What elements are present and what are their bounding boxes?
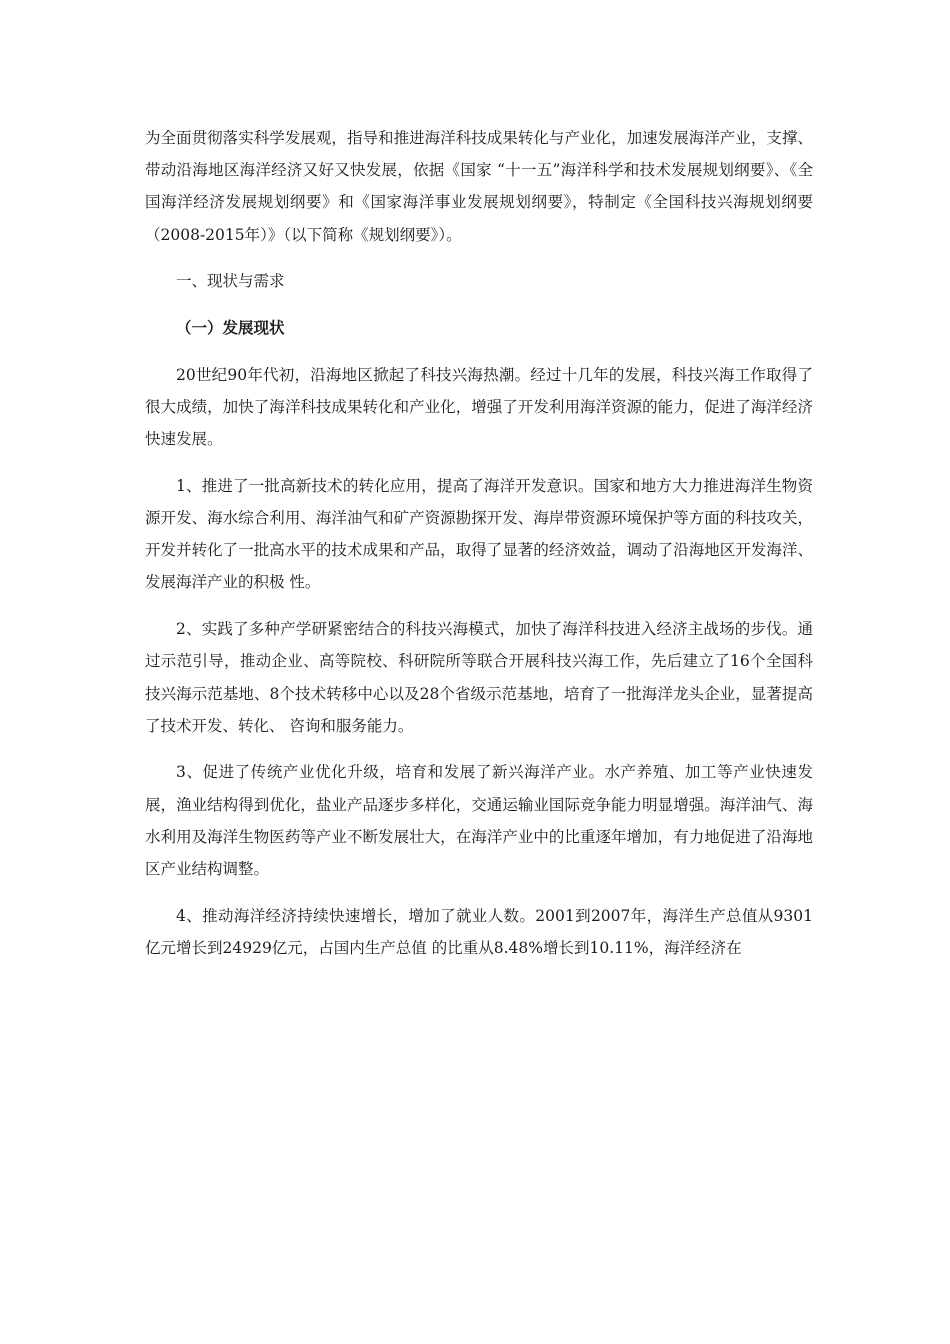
intro-paragraph: 为全面贯彻落实科学发展观，指导和推进海洋科技成果转化与产业化，加速发展海洋产业，支撑、带动沿海地区海洋经济又好又快发展，依据《国家 “十一五”海洋科学和技术发展规划纲要》、《全国海洋经济发展规划纲要》和《国家海洋事业发展规划纲要》，特制定《全国科技兴海规划纲要（2008-2015年）》（以下简称《规划纲要》）。: [145, 129, 813, 244]
point-4-paragraph: 4、推动海洋经济持续快速增长，增加了就业人数。2001到2007年，海洋生产总值从9301亿元增长到24929亿元，占国内生产总值 的比重从8.48%增长到10.11%，海洋经济在: [145, 906, 813, 957]
subsection-heading: （一）发展现状: [176, 318, 285, 338]
point-3-paragraph: 3、促进了传统产业优化升级，培育和发展了新兴海洋产业。水产养殖、加工等产业快速发展，渔业结构得到优化，盐业产品逐步多样化，交通运输业国际竞争能力明显增强。海洋油气、海水利用及海洋生物医药等产业不断发展壮大，在海洋产业中的比重逐年增加，有力地促进了沿海地区产业结构调整。: [145, 763, 813, 879]
overview-paragraph: 20世纪90年代初，沿海地区掀起了科技兴海热潮。经过十几年的发展，科技兴海工作取得了很大成绩，加快了海洋科技成果转化和产业化，增强了开发利用海洋资源的能力，促进了海洋经济快速发展。: [145, 365, 813, 449]
document-body: [145, 122, 813, 964]
section-heading: 一、现状与需求: [176, 272, 285, 291]
point-1-paragraph: 1、推进了一批高新技术的转化应用，提高了海洋开发意识。国家和地方大力推进海洋生物资源开发、海水综合利用、海洋油气和矿产资源勘探开发、海岸带资源环境保护等方面的科技攻关，开发并转化了一批高水平的技术成果和产品，取得了显著的经济效益，调动了沿海地区开发海洋、发展海洋产业的积极 性。: [145, 476, 813, 592]
point-2-paragraph: 2、实践了多种产学研紧密结合的科技兴海模式，加快了海洋科技进入经济主战场的步伐。通过示范引导，推动企业、高等院校、科研院所等联合开展科技兴海工作，先后建立了16个全国科技兴海示范基地、8个技术转移中心以及28个省级示范基地，培育了一批海洋龙头企业，显著提高了技术开发、转化、 咨询和服务能力。: [145, 620, 813, 735]
